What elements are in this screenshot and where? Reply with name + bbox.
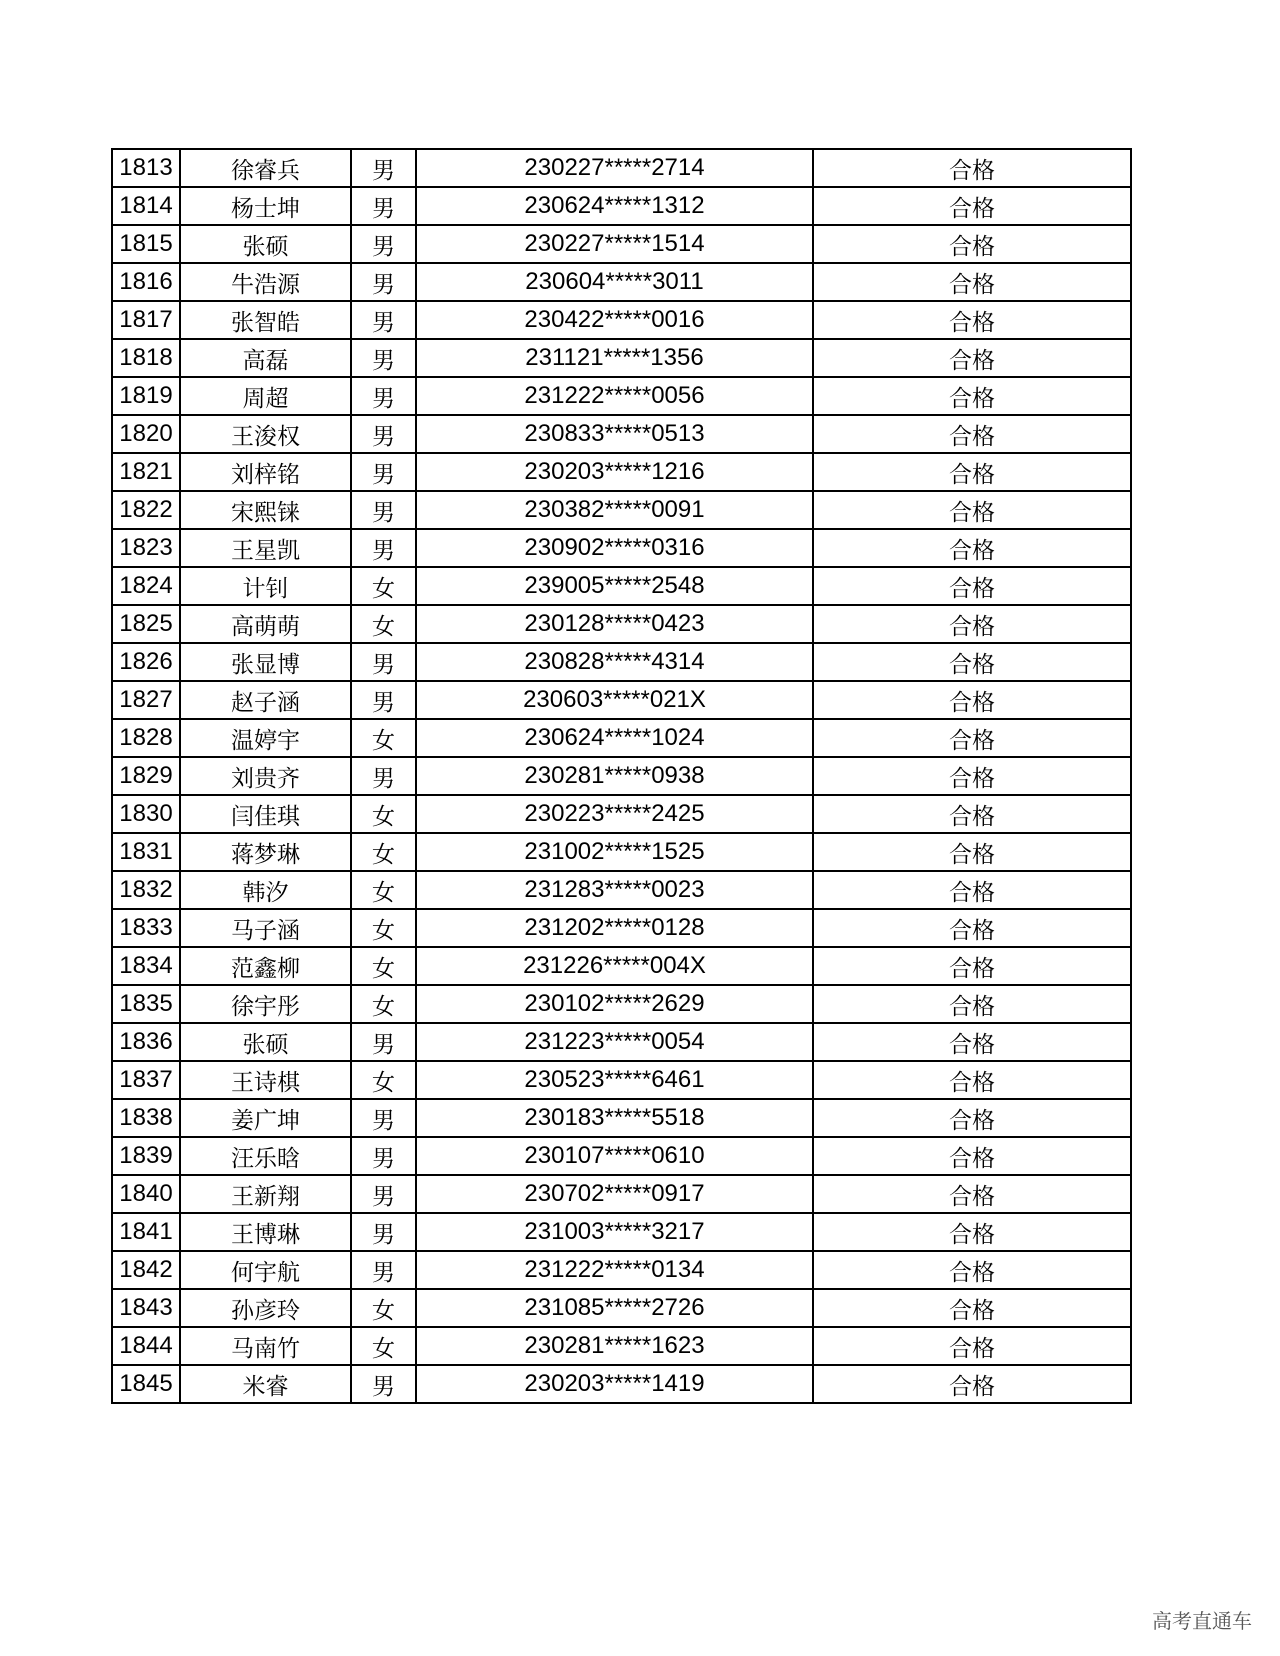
cell-result: 合格 [813, 1137, 1131, 1175]
cell-name: 徐睿兵 [180, 149, 351, 187]
cell-number: 1814 [112, 187, 180, 225]
cell-name: 闫佳琪 [180, 795, 351, 833]
table-row [112, 1137, 1131, 1175]
cell-name: 张硕 [180, 225, 351, 263]
cell-number: 1819 [112, 377, 180, 415]
cell-number: 1813 [112, 149, 180, 187]
cell-number: 1832 [112, 871, 180, 909]
cell-number: 1829 [112, 757, 180, 795]
table-row [112, 1175, 1131, 1213]
cell-gender: 女 [351, 947, 416, 985]
watermark-text: 高考直通车 [1152, 1609, 1252, 1633]
cell-gender: 男 [351, 339, 416, 377]
cell-gender: 男 [351, 1251, 416, 1289]
cell-gender: 女 [351, 795, 416, 833]
cell-number: 1833 [112, 909, 180, 947]
cell-name: 计钊 [180, 567, 351, 605]
cell-name: 孙彦玲 [180, 1289, 351, 1327]
cell-name: 王新翔 [180, 1175, 351, 1213]
cell-number: 1843 [112, 1289, 180, 1327]
table-row [112, 225, 1131, 263]
cell-id-number: 230227*****1514 [416, 225, 813, 263]
cell-name: 马南竹 [180, 1327, 351, 1365]
cell-id-number: 231085*****2726 [416, 1289, 813, 1327]
cell-id-number: 230128*****0423 [416, 605, 813, 643]
cell-result: 合格 [813, 1061, 1131, 1099]
cell-result: 合格 [813, 415, 1131, 453]
cell-number: 1835 [112, 985, 180, 1023]
cell-number: 1830 [112, 795, 180, 833]
cell-gender: 女 [351, 1061, 416, 1099]
cell-id-number: 230382*****0091 [416, 491, 813, 529]
cell-id-number: 231121*****1356 [416, 339, 813, 377]
cell-result: 合格 [813, 1365, 1131, 1403]
table-row [112, 795, 1131, 833]
cell-gender: 男 [351, 1023, 416, 1061]
cell-gender: 男 [351, 491, 416, 529]
cell-name: 张硕 [180, 1023, 351, 1061]
cell-id-number: 230183*****5518 [416, 1099, 813, 1137]
cell-name: 宋熙铼 [180, 491, 351, 529]
cell-name: 王浚权 [180, 415, 351, 453]
results-table-body [112, 149, 1131, 1403]
cell-name: 王诗棋 [180, 1061, 351, 1099]
table-row [112, 871, 1131, 909]
table-row [112, 1365, 1131, 1403]
cell-name: 牛浩源 [180, 263, 351, 301]
cell-result: 合格 [813, 301, 1131, 339]
cell-result: 合格 [813, 1099, 1131, 1137]
table-row [112, 1289, 1131, 1327]
cell-id-number: 230828*****4314 [416, 643, 813, 681]
cell-name: 蒋梦琳 [180, 833, 351, 871]
cell-id-number: 230223*****2425 [416, 795, 813, 833]
cell-result: 合格 [813, 1023, 1131, 1061]
cell-gender: 男 [351, 149, 416, 187]
cell-id-number: 230281*****0938 [416, 757, 813, 795]
table-row [112, 415, 1131, 453]
cell-id-number: 231223*****0054 [416, 1023, 813, 1061]
cell-id-number: 230422*****0016 [416, 301, 813, 339]
cell-name: 张显博 [180, 643, 351, 681]
cell-result: 合格 [813, 453, 1131, 491]
table-row [112, 491, 1131, 529]
results-table [111, 148, 1132, 1404]
cell-number: 1815 [112, 225, 180, 263]
cell-id-number: 230523*****6461 [416, 1061, 813, 1099]
cell-id-number: 230281*****1623 [416, 1327, 813, 1365]
cell-number: 1838 [112, 1099, 180, 1137]
cell-result: 合格 [813, 225, 1131, 263]
cell-number: 1820 [112, 415, 180, 453]
cell-gender: 男 [351, 1365, 416, 1403]
cell-gender: 女 [351, 1289, 416, 1327]
table-row [112, 149, 1131, 187]
cell-gender: 男 [351, 225, 416, 263]
cell-number: 1831 [112, 833, 180, 871]
cell-name: 汪乐晗 [180, 1137, 351, 1175]
cell-gender: 男 [351, 263, 416, 301]
cell-result: 合格 [813, 947, 1131, 985]
table-row [112, 757, 1131, 795]
cell-result: 合格 [813, 985, 1131, 1023]
cell-number: 1834 [112, 947, 180, 985]
cell-number: 1823 [112, 529, 180, 567]
cell-gender: 女 [351, 567, 416, 605]
cell-number: 1841 [112, 1213, 180, 1251]
cell-id-number: 230603*****021X [416, 681, 813, 719]
cell-name: 高磊 [180, 339, 351, 377]
table-row [112, 1251, 1131, 1289]
cell-number: 1836 [112, 1023, 180, 1061]
cell-result: 合格 [813, 1213, 1131, 1251]
cell-id-number: 239005*****2548 [416, 567, 813, 605]
cell-number: 1827 [112, 681, 180, 719]
cell-result: 合格 [813, 757, 1131, 795]
cell-name: 周超 [180, 377, 351, 415]
cell-name: 高萌萌 [180, 605, 351, 643]
cell-gender: 男 [351, 415, 416, 453]
cell-name: 张智皓 [180, 301, 351, 339]
cell-name: 王星凯 [180, 529, 351, 567]
cell-result: 合格 [813, 377, 1131, 415]
cell-gender: 女 [351, 1327, 416, 1365]
cell-gender: 男 [351, 529, 416, 567]
cell-number: 1826 [112, 643, 180, 681]
cell-name: 范鑫柳 [180, 947, 351, 985]
cell-gender: 男 [351, 1099, 416, 1137]
cell-id-number: 231222*****0134 [416, 1251, 813, 1289]
table-row [112, 529, 1131, 567]
cell-number: 1839 [112, 1137, 180, 1175]
table-row [112, 1061, 1131, 1099]
table-row [112, 909, 1131, 947]
cell-number: 1818 [112, 339, 180, 377]
cell-result: 合格 [813, 1175, 1131, 1213]
cell-result: 合格 [813, 681, 1131, 719]
cell-id-number: 231222*****0056 [416, 377, 813, 415]
cell-result: 合格 [813, 567, 1131, 605]
cell-name: 赵子涵 [180, 681, 351, 719]
cell-gender: 女 [351, 833, 416, 871]
cell-name: 王博琳 [180, 1213, 351, 1251]
table-row [112, 453, 1131, 491]
cell-result: 合格 [813, 1289, 1131, 1327]
cell-gender: 男 [351, 301, 416, 339]
cell-id-number: 230624*****1024 [416, 719, 813, 757]
cell-id-number: 231283*****0023 [416, 871, 813, 909]
cell-gender: 男 [351, 1175, 416, 1213]
table-row [112, 681, 1131, 719]
table-row [112, 719, 1131, 757]
table-row [112, 605, 1131, 643]
table-row [112, 985, 1131, 1023]
cell-result: 合格 [813, 187, 1131, 225]
cell-result: 合格 [813, 149, 1131, 187]
cell-name: 杨士坤 [180, 187, 351, 225]
cell-gender: 男 [351, 643, 416, 681]
cell-number: 1825 [112, 605, 180, 643]
cell-name: 韩汐 [180, 871, 351, 909]
cell-number: 1822 [112, 491, 180, 529]
cell-number: 1840 [112, 1175, 180, 1213]
cell-number: 1837 [112, 1061, 180, 1099]
cell-gender: 男 [351, 377, 416, 415]
cell-name: 温婷宇 [180, 719, 351, 757]
cell-name: 姜广坤 [180, 1099, 351, 1137]
cell-name: 刘贵齐 [180, 757, 351, 795]
table-row [112, 1099, 1131, 1137]
cell-gender: 男 [351, 187, 416, 225]
cell-number: 1845 [112, 1365, 180, 1403]
cell-id-number: 231003*****3217 [416, 1213, 813, 1251]
cell-id-number: 231202*****0128 [416, 909, 813, 947]
cell-name: 刘梓铭 [180, 453, 351, 491]
cell-name: 马子涵 [180, 909, 351, 947]
cell-number: 1824 [112, 567, 180, 605]
cell-result: 合格 [813, 719, 1131, 757]
cell-id-number: 230203*****1216 [416, 453, 813, 491]
cell-id-number: 230102*****2629 [416, 985, 813, 1023]
cell-result: 合格 [813, 605, 1131, 643]
cell-number: 1817 [112, 301, 180, 339]
cell-id-number: 231226*****004X [416, 947, 813, 985]
cell-result: 合格 [813, 909, 1131, 947]
cell-name: 米睿 [180, 1365, 351, 1403]
cell-result: 合格 [813, 263, 1131, 301]
cell-id-number: 230203*****1419 [416, 1365, 813, 1403]
table-row [112, 1327, 1131, 1365]
table-row [112, 339, 1131, 377]
table-row [112, 1213, 1131, 1251]
table-row [112, 301, 1131, 339]
cell-number: 1842 [112, 1251, 180, 1289]
table-row [112, 377, 1131, 415]
cell-result: 合格 [813, 339, 1131, 377]
cell-gender: 男 [351, 453, 416, 491]
cell-name: 徐宇彤 [180, 985, 351, 1023]
cell-gender: 女 [351, 909, 416, 947]
cell-id-number: 230902*****0316 [416, 529, 813, 567]
table-row [112, 833, 1131, 871]
cell-result: 合格 [813, 871, 1131, 909]
cell-id-number: 230702*****0917 [416, 1175, 813, 1213]
cell-name: 何宇航 [180, 1251, 351, 1289]
cell-id-number: 230833*****0513 [416, 415, 813, 453]
cell-gender: 女 [351, 871, 416, 909]
cell-gender: 女 [351, 605, 416, 643]
cell-id-number: 230227*****2714 [416, 149, 813, 187]
table-row [112, 187, 1131, 225]
cell-result: 合格 [813, 1251, 1131, 1289]
cell-result: 合格 [813, 643, 1131, 681]
cell-id-number: 230624*****1312 [416, 187, 813, 225]
cell-gender: 男 [351, 757, 416, 795]
cell-result: 合格 [813, 833, 1131, 871]
table-row [112, 263, 1131, 301]
cell-id-number: 230604*****3011 [416, 263, 813, 301]
cell-gender: 男 [351, 1137, 416, 1175]
cell-gender: 男 [351, 681, 416, 719]
cell-gender: 女 [351, 719, 416, 757]
table-row [112, 947, 1131, 985]
cell-result: 合格 [813, 529, 1131, 567]
cell-result: 合格 [813, 1327, 1131, 1365]
cell-gender: 女 [351, 985, 416, 1023]
cell-number: 1844 [112, 1327, 180, 1365]
cell-result: 合格 [813, 795, 1131, 833]
table-row [112, 1023, 1131, 1061]
cell-number: 1816 [112, 263, 180, 301]
cell-number: 1828 [112, 719, 180, 757]
cell-gender: 男 [351, 1213, 416, 1251]
table-row [112, 567, 1131, 605]
cell-id-number: 230107*****0610 [416, 1137, 813, 1175]
table-row [112, 643, 1131, 681]
cell-result: 合格 [813, 491, 1131, 529]
cell-number: 1821 [112, 453, 180, 491]
cell-id-number: 231002*****1525 [416, 833, 813, 871]
